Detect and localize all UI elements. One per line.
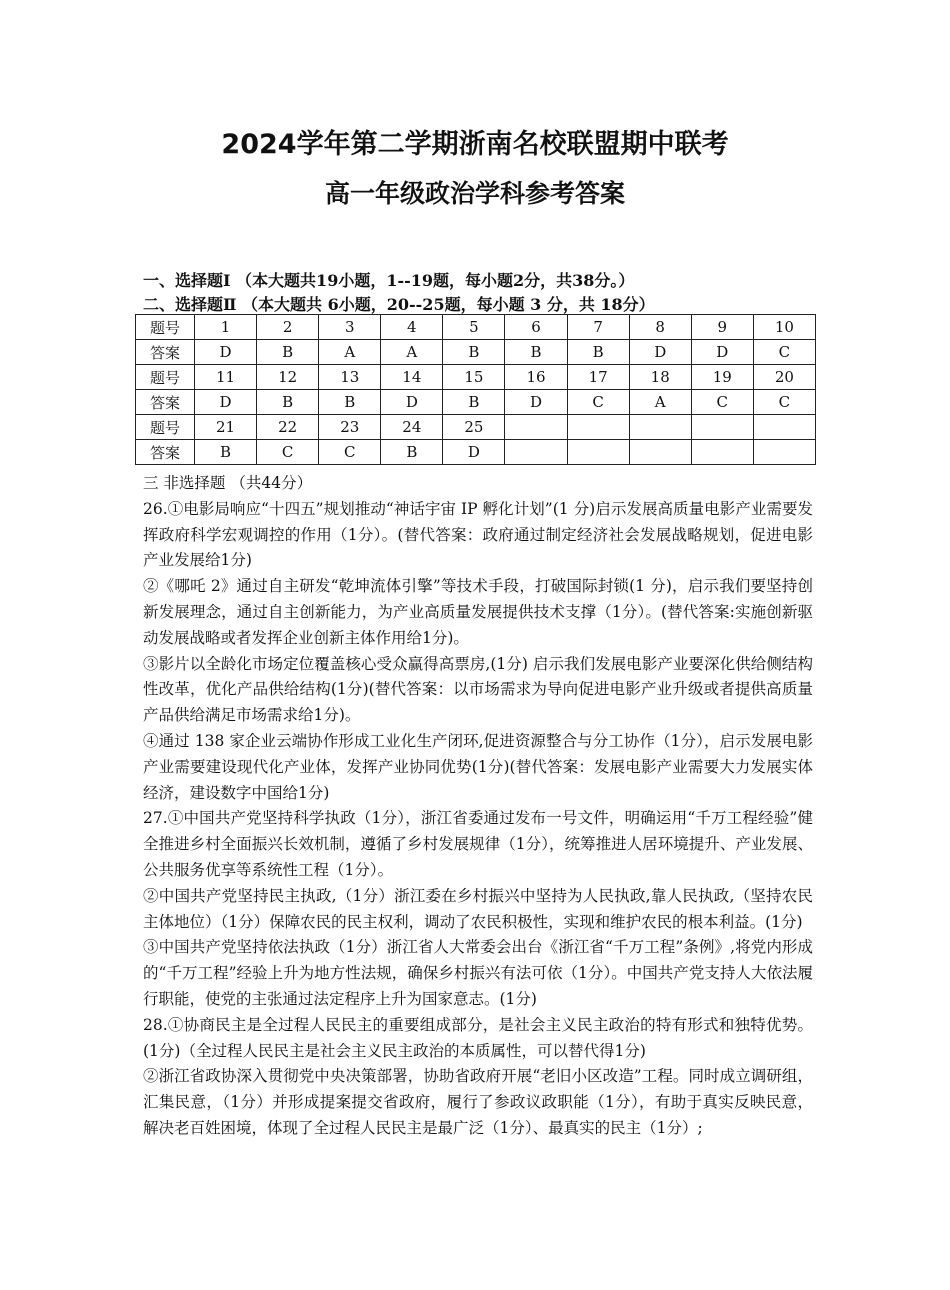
table-cell: 10 (753, 315, 815, 340)
table-row (136, 315, 816, 340)
table-cell: 1 (195, 315, 257, 340)
table-cell: B (443, 390, 505, 415)
table-cell: B (257, 340, 319, 365)
document-title: 2024学年第二学期浙南名校联盟期中联考 (221, 129, 729, 160)
table-cell (567, 415, 629, 440)
section-2-heading: 二、选择题Ⅱ （本大题共 6小题，20--25题，每小题 3 分，共 18分） (143, 295, 655, 314)
table-cell (629, 415, 691, 440)
table-cell: 13 (319, 365, 381, 390)
row-label: 题号 (136, 315, 195, 340)
row-label: 答案 (136, 340, 195, 365)
table-cell (753, 440, 815, 465)
table-cell: B (443, 340, 505, 365)
table-cell: 2 (257, 315, 319, 340)
table-cell: B (567, 340, 629, 365)
table-cell: 11 (195, 365, 257, 390)
row-label: 题号 (136, 365, 195, 390)
table-cell: A (629, 390, 691, 415)
table-cell: 24 (381, 415, 443, 440)
section-3-heading: 三 非选择题 （共44分） (143, 474, 313, 492)
table-cell: B (319, 390, 381, 415)
table-cell (691, 415, 753, 440)
table-cell: A (319, 340, 381, 365)
table-cell: 7 (567, 315, 629, 340)
table-cell: C (753, 340, 815, 365)
document-subtitle: 高一年级政治学科参考答案 (324, 179, 625, 208)
table-cell: B (381, 440, 443, 465)
row-label: 答案 (136, 390, 195, 415)
table-cell: 12 (257, 365, 319, 390)
answer-paragraph: ②中国共产党坚持民主执政,（1分）浙江委在乡村振兴中坚持为人民执政,靠人民执政,（坚持农民主体地位）（1分）保障农民的民主权利，调动了农民积极性，实现和维护农民的根本利益。(1分) (143, 886, 813, 931)
table-cell: 16 (505, 365, 567, 390)
row-label: 答案 (136, 440, 195, 465)
table-cell: 21 (195, 415, 257, 440)
table-cell: 9 (691, 315, 753, 340)
answer-paragraph: ②《哪吒 2》通过自主研发“乾坤流体引擎”等技术手段，打破国际封锁(1 分)，启示我们要坚持创新发展理念，通过自主创新能力，为产业高质量发展提供技术支撑（1分）。(替代答案:实施创新驱动发展战略或者发挥企业创新主体作用给1分)。 (143, 577, 813, 647)
answer-table (135, 314, 816, 465)
table-cell: A (381, 340, 443, 365)
row-label: 题号 (136, 415, 195, 440)
table-cell: D (195, 340, 257, 365)
table-cell: 19 (691, 365, 753, 390)
table-cell (505, 415, 567, 440)
table-cell: 23 (319, 415, 381, 440)
table-cell: 8 (629, 315, 691, 340)
answer-body (143, 471, 813, 1142)
table-cell: D (629, 340, 691, 365)
section-1-heading: 一、选择题Ⅰ （本大题共19小题，1--19题，每小题2分，共38分。） (143, 271, 635, 290)
answer-paragraph: 28.①协商民主是全过程人民民主的重要组成部分，是社会主义民主政治的特有形式和独特优势。(1分)（全过程人民民主是社会主义民主政治的本质属性，可以替代得1分) (143, 1015, 813, 1060)
table-row (136, 440, 816, 465)
table-cell: C (319, 440, 381, 465)
table-cell (629, 440, 691, 465)
table-cell: B (257, 390, 319, 415)
table-cell: 25 (443, 415, 505, 440)
table-cell: D (505, 390, 567, 415)
table-cell: C (753, 390, 815, 415)
table-cell: 18 (629, 365, 691, 390)
table-cell (567, 440, 629, 465)
answer-paragraph: 27.①中国共产党坚持科学执政（1分），浙江省委通过发布一号文件，明确运用“千万工程经验”健全推进乡村全面振兴长效机制，遵循了乡村发展规律（1分），统筹推进人居环境提升、产业发展、公共服务优享等系统性工程（1分）。 (143, 809, 813, 879)
answer-paragraph: 26.①电影局响应“十四五”规划推动“神话宇宙 IP 孵化计划”(1 分)启示发展高质量电影产业需要发挥政府科学宏观调控的作用（1分）。(替代答案：政府通过制定经济社会发展战略规划，促进电影产业发展给1分) (143, 499, 813, 570)
answer-paragraph: ③影片以全龄化市场定位覆盖核心受众赢得高票房,(1分) 启示我们发展电影产业要深化供给侧结构性改革，优化产品供给结构(1分)(替代答案：以市场需求为导向促进电影产业升级或者提供高质量产品供给满足市场需求给1分)。 (143, 654, 813, 725)
table-cell: D (381, 390, 443, 415)
table-cell: 17 (567, 365, 629, 390)
answer-paragraph: ④通过 138 家企业云端协作形成工业化生产闭环,促进资源整合与分工协作（1分），启示发展电影产业需要建设现代化产业体，发挥产业协同优势(1分)(替代答案：发展电影产业需要大力发展实体经济，建设数字中国给1分) (143, 731, 813, 802)
table-row (136, 340, 816, 365)
table-cell: 4 (381, 315, 443, 340)
table-cell: 6 (505, 315, 567, 340)
table-cell: C (691, 390, 753, 415)
table-cell: D (195, 390, 257, 415)
table-cell (691, 440, 753, 465)
table-cell: 5 (443, 315, 505, 340)
table-cell: D (443, 440, 505, 465)
table-cell: 20 (753, 365, 815, 390)
table-cell: C (257, 440, 319, 465)
table-cell (753, 415, 815, 440)
table-row (136, 390, 816, 415)
table-row (136, 365, 816, 390)
table-cell (505, 440, 567, 465)
answer-paragraph: ③中国共产党坚持依法执政（1分）浙江省人大常委会出台《浙江省“千万工程”条例》,将党内形成的“千万工程”经验上升为地方性法规，确保乡村振兴有法可依（1分）。中国共产党支持人大依法履行职能，使党的主张通过法定程序上升为国家意志。(1分) (143, 938, 813, 1008)
table-cell: 3 (319, 315, 381, 340)
answer-paragraph: ②浙江省政协深入贯彻党中央决策部署，协助省政府开展“老旧小区改造”工程。同时成立调研组，汇集民意，（1分）并形成提案提交省政府，履行了参政议政职能（1分），有助于真实反映民意，解决老百姓困境，体现了全过程人民民主是最广泛（1分）、最真实的民主（1分）; (143, 1067, 813, 1137)
table-cell: 22 (257, 415, 319, 440)
table-cell: C (567, 390, 629, 415)
table-cell: B (195, 440, 257, 465)
table-cell: 15 (443, 365, 505, 390)
table-cell: B (505, 340, 567, 365)
table-cell: D (691, 340, 753, 365)
table-row (136, 415, 816, 440)
table-cell: 14 (381, 365, 443, 390)
